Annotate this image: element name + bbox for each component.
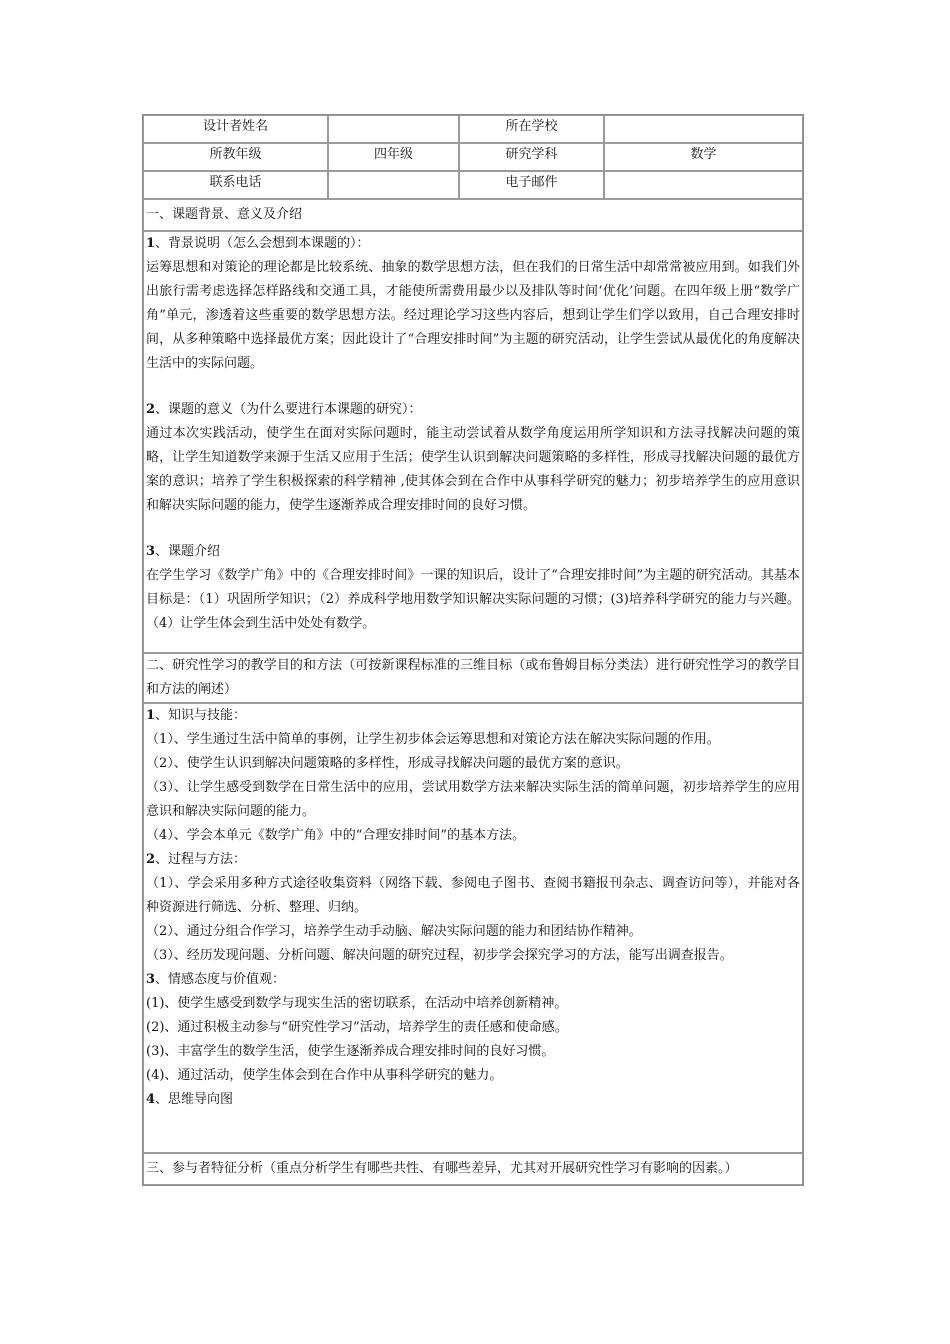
- background-text: 运筹思想和对策论的理论都是比较系统、抽象的数学思想方法，但在我们的日常生活中却常常被应用到。如我们外出旅行需考虑选择怎样路线和交通工具，才能使所需费用最少以及排队等时间‘优化’问题。在四年级上册“数学广角”单元，渗透着这些重要的数学思想方法。经过理论学习这些内容后，想到让学生们学以致用，自己合理安排时间，从多种策略中选择最优方案；因此设计了“合理安排时间”为主题的研究活动，让学生尝试从最优化的角度解决生活中的实际问题。: [146, 260, 800, 371]
- designer-name-label: 设计者姓名: [143, 115, 328, 143]
- document-page: [142, 114, 802, 1186]
- section3-heading-row: [143, 1153, 803, 1185]
- grade-label: 所教年级: [143, 143, 328, 171]
- background-title: 1、背景说明（怎么会想到本课题的）：: [146, 236, 370, 251]
- section2-heading-row: [143, 653, 803, 703]
- emotion-item: (4)、通过活动，使学生体会到在合作中从事科学研究的魅力。: [146, 1068, 503, 1083]
- section1-heading: 一、课题背景、意义及介绍: [146, 207, 303, 222]
- email-label: 电子邮件: [459, 171, 604, 199]
- process-item: （2）、通过分组合作学习，培养学生动手动脑、解决实际问题的能力和团结协作精神。: [146, 924, 642, 939]
- knowledge-item: （3）、让学生感受到数学在日常生活中的应用，尝试用数学方法来解决实际生活的简单问题，初步培养学生的应用意识和解决实际问题的能力。: [146, 780, 800, 819]
- section2-heading: 二、研究性学习的教学目的和方法（可按新课程标准的三维目标（或布鲁姆目标分类法）进行研究性学习的教学目和方法的阐述）: [146, 658, 800, 697]
- designer-name-value: [328, 115, 459, 143]
- phone-label: 联系电话: [143, 171, 328, 199]
- subject-value: 数学: [604, 143, 803, 171]
- emotion-item: (2)、通过积极主动参与“研究性学习”活动，培养学生的责任感和使命感。: [146, 1020, 568, 1035]
- process-item: （1）、学会采用多种方式途径收集资料（网络下载、参阅电子图书、查阅书籍报刊杂志、调查访问等），并能对各种资源进行筛选、分析、整理、归纳。: [146, 876, 800, 915]
- significance-text: 通过本次实践活动，使学生在面对实际问题时，能主动尝试着从数学角度运用所学知识和方法寻找解决问题的策略，让学生知道数学来源于生活又应用于生活；使学生认识到解决问题策略的多样性，形成寻找解决问题的最优方案的意识；培养了学生积极探索的科学精神 ,使其体会到在合作中从事科学研究的魅力；初步培养学生的应用意识和解决实际问题的能力，使学生逐渐养成合理安排时间的良好习惯。: [146, 426, 800, 513]
- knowledge-item: （2）、使学生认识到解决问题策略的多样性，形成寻找解决问题的最优方案的意识。: [146, 756, 629, 771]
- section2-body-row: [143, 703, 803, 1153]
- subject-label: 研究学科: [459, 143, 604, 171]
- email-value: [604, 171, 803, 199]
- info-row: [143, 171, 803, 199]
- school-label: 所在学校: [459, 115, 604, 143]
- introduction-text: 在学生学习《数学广角》中的《合理安排时间》一课的知识后，设计了“合理安排时间”为主题的研究活动。其基本目标是：（1）巩固所学知识；（2）养成科学地用数学知识解决实际问题的习惯；(3)培养科学研究的能力与兴趣。（4）让学生体会到生活中处处有数学。: [146, 568, 800, 631]
- phone-value: [328, 171, 459, 199]
- school-value: [604, 115, 803, 143]
- lesson-design-table: [142, 114, 804, 1186]
- knowledge-title: 1、知识与技能：: [146, 708, 247, 723]
- knowledge-item: （4）、学会本单元《数学广角》中的“合理安排时间”的基本方法。: [146, 828, 526, 843]
- info-row: [143, 143, 803, 171]
- process-title: 2、过程与方法：: [146, 852, 247, 867]
- section1-heading-row: [143, 199, 803, 231]
- grade-value: 四年级: [328, 143, 459, 171]
- knowledge-item: （1）、学生通过生活中简单的事例，让学生初步体会运筹思想和对策论方法在解决实际问题的作用。: [146, 732, 720, 747]
- mindmap-title: 4、思维导向图: [146, 1092, 234, 1107]
- process-item: （3）、经历发现问题、分析问题、解决问题的研究过程，初步学会探究学习的方法，能写出调查报告。: [146, 948, 733, 963]
- introduction-title: 3、课题介绍: [146, 544, 221, 559]
- info-row: [143, 115, 803, 143]
- significance-title: 2、课题的意义（为什么要进行本课题的研究）：: [146, 402, 422, 417]
- emotion-item: (1)、使学生感受到数学与现实生活的密切联系，在活动中培养创新精神。: [146, 996, 568, 1011]
- section1-body-row: [143, 231, 803, 653]
- emotion-title: 3、情感态度与价值观：: [146, 972, 286, 987]
- emotion-item: (3)、丰富学生的数学生活，使学生逐渐养成合理安排时间的良好习惯。: [146, 1044, 555, 1059]
- section3-heading: 三、参与者特征分析（重点分析学生有哪些共性、有哪些差异，尤其对开展研究性学习有影响的因素。）: [146, 1161, 738, 1176]
